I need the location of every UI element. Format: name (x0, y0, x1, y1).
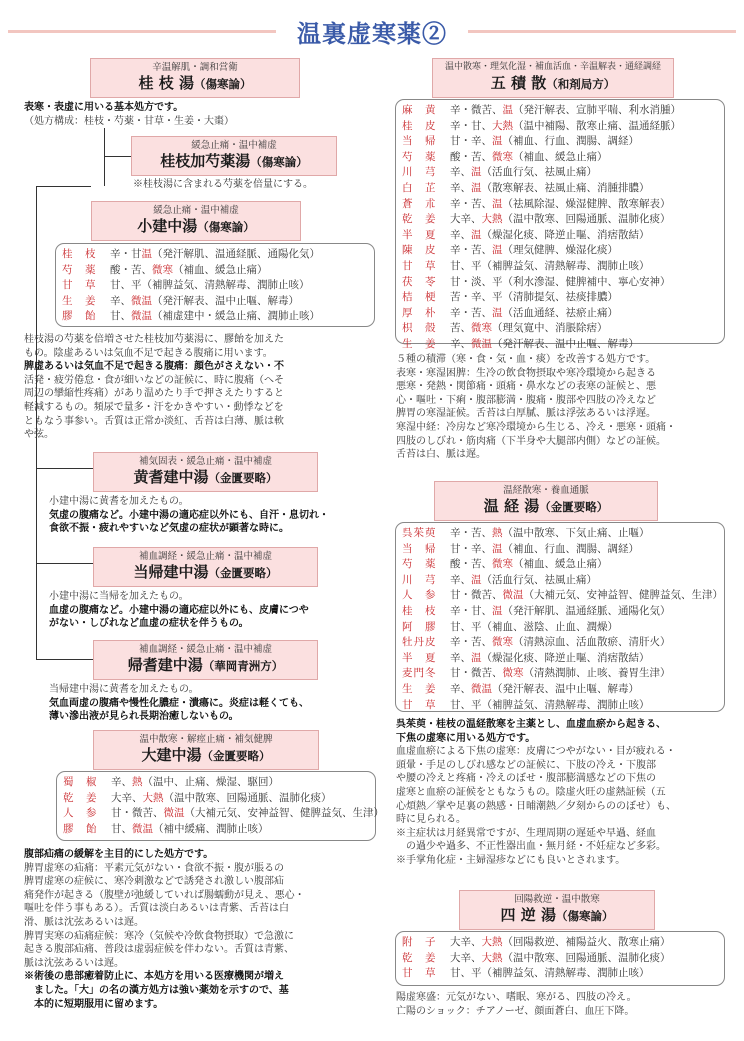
herb-row (402, 588, 723, 604)
herb-name: 生 姜 (402, 682, 437, 695)
herb-property: 辛・苦、 (450, 527, 492, 539)
herb-name: 枳 殻 (402, 322, 437, 335)
herb-effects: （清肺提気、祛痰排膿） (502, 291, 618, 304)
herb-row (402, 134, 718, 150)
herb-effects: （補脾益気、清熱解毒、潤肺止咳） (141, 279, 310, 292)
herb-temperature: 微温 (163, 807, 185, 820)
herb-row (402, 935, 718, 951)
herb-list-shokenchu (55, 243, 375, 327)
tree-line (36, 186, 91, 187)
herb-property: 辛、 (450, 573, 471, 586)
herb-name: 乾 姜 (63, 791, 98, 804)
herb-name: 蜀 椒 (63, 776, 98, 788)
formula-category: 回陽救逆・温中散寒 (514, 894, 600, 905)
herb-effects: （回陽救逆、補陽益火、散寒止痛） (502, 936, 671, 948)
formula-name: 桂枝加芍薬湯（傷寒論） (160, 152, 308, 170)
herb-temperature: 熱 (132, 776, 143, 788)
formula-box-ogikenchu (93, 452, 318, 492)
herb-name: 桂 皮 (402, 119, 437, 132)
herb-row (402, 259, 718, 275)
formula-category: 緩急止痛・温中補虚 (153, 205, 239, 216)
herb-property: 甘・微苦、 (450, 589, 503, 602)
herb-effects: （発汗解表、温中止嘔、解毒） (492, 682, 639, 695)
herb-temperature: 微温 (502, 589, 524, 602)
herb-name: 人 参 (63, 807, 98, 820)
herb-row (402, 119, 718, 135)
herb-name: 甘 草 (402, 698, 437, 711)
herb-property: 大辛、 (111, 791, 143, 804)
herb-effects: （発汗解肌、温通経脈、通陽化気） (502, 604, 671, 617)
herb-property: 辛・苦、 (450, 306, 492, 319)
herb-effects: （補血、緩急止痛） (173, 263, 268, 276)
herb-effects: （大補元気、安神益智、健脾益気、生津） (523, 589, 723, 602)
herb-row (402, 337, 718, 353)
formula-note: ※桂枝湯に含まれる芍薬を倍量にする。 (133, 179, 313, 190)
herb-temperature: 温 (471, 181, 482, 194)
herb-property: 甘、 (110, 310, 131, 323)
herb-temperature: 大熱 (492, 119, 513, 132)
herb-effects: （温中補陽、散寒止痛、温通経脈） (513, 119, 681, 132)
formula-category: 補血調経・緩急止痛・温中補虚 (138, 644, 272, 655)
herb-row (63, 791, 369, 807)
herb-row (402, 290, 718, 306)
herb-property: 甘・辛、 (450, 542, 492, 555)
herb-name: 麦門冬 (402, 667, 437, 680)
herb-row (402, 197, 718, 213)
herb-effects: （発汗解肌、温通経脈、通陽化気） (152, 248, 320, 260)
herb-property: 辛、 (110, 294, 131, 307)
herb-effects: （補血、滋陰、止血、潤燥） (481, 620, 618, 633)
herb-property: 辛・甘、 (450, 119, 492, 132)
herb-temperature: 微寒 (471, 322, 492, 335)
herb-property: 辛、 (111, 776, 132, 788)
herb-name: 陳 皮 (402, 244, 437, 257)
herb-row (402, 651, 718, 667)
herb-property: 苦、 (450, 322, 471, 335)
herb-effects: （活血行気、祛風止痛） (481, 573, 597, 586)
formula-category: 温中散寒・解痙止痛・補気健脾 (139, 734, 273, 745)
herb-property: 甘、平 (450, 259, 482, 272)
herb-effects: （補血、緩急止痛） (513, 150, 608, 163)
herb-row (402, 698, 718, 714)
herb-temperature: 温 (492, 604, 503, 617)
herb-property: 辛・苦、 (450, 636, 492, 649)
herb-name: 麻 黄 (402, 104, 437, 116)
tree-line (36, 563, 93, 564)
herb-name: 甘 草 (62, 279, 97, 292)
herb-property: 辛、 (450, 337, 471, 350)
herb-property: 甘・淡、平 (450, 275, 503, 288)
herb-property: 大辛、 (450, 936, 482, 948)
herb-row (402, 306, 718, 322)
herb-effects: （散寒解表、祛風止痛、消腫排膿） (481, 181, 650, 194)
formula-desc-shokenchu: 桂枝湯の芍薬を倍増させた桂枝加芍薬湯に、膠飴を加えた もの。陰虚あるいは気血不足で起きる腹痛に用います。 脾虚あるいは気血不足で起きる腹痛：顔色がさえない・不 活発・疲労倦怠・食が細いなどの証候に、時に腹痛（へそ 周辺の攣縮性疼痛）があり温めたり手で押さえたりすると 軽減するもの。頻尿で量多・汗をかきやすい・動悸などを ともなう事参い。舌質は正常か淡紅、舌苔は白薄、脈は軟 や弦。 (24, 334, 284, 441)
formula-name: 桂 枝 湯（傷寒論） (138, 74, 252, 92)
tree-line (104, 156, 132, 157)
herb-row (62, 294, 368, 310)
formula-box-shigyaku (459, 890, 655, 930)
herb-list-unkei (395, 522, 725, 712)
formula-name: 黄耆建中湯（金匱要略） (133, 468, 278, 486)
herb-row (63, 822, 369, 838)
herb-property: 辛・苦、 (450, 197, 492, 210)
herb-row (402, 212, 718, 228)
herb-row (62, 309, 368, 325)
formula-box-goshaku (432, 58, 674, 98)
formula-category: 補気固表・緩急止痛・温中補虚 (138, 456, 272, 467)
formula-category: 補血調経・緩急止痛・温中補虚 (138, 551, 272, 562)
herb-effects: （清熱潤肺、止咳、養胃生津） (523, 667, 671, 680)
formula-desc-kigikenchu: 当帰建中湯に黄耆を加えたもの。 気血両虚の腹痛や慢性化膿症・潰瘍に。炎症は軽くても、 薄い滲出液が見られ長期治癒しないもの。 (49, 684, 309, 723)
herb-row (402, 526, 718, 542)
herb-property: 甘、平 (450, 620, 482, 633)
herb-temperature: 微温 (131, 310, 152, 323)
herb-name: 乾 姜 (402, 951, 437, 964)
herb-temperature: 温 (492, 244, 503, 257)
herb-temperature: 熱 (492, 527, 503, 539)
herb-effects: （利水滲湿、健脾補中、寧心安神） (502, 275, 671, 288)
herb-row (402, 150, 718, 166)
formula-box-shokenchu (91, 201, 301, 241)
formula-name: 帰耆建中湯（華岡青洲方） (127, 656, 284, 674)
herb-list-goshaku (395, 99, 725, 350)
herb-name: 茯 苓 (402, 275, 437, 288)
herb-effects: （活血通経、祛瘀止痛） (502, 306, 618, 319)
tree-line (36, 468, 93, 469)
herb-property: 酸・苦、 (450, 150, 492, 163)
formula-box-tokikenchu (93, 547, 318, 587)
herb-temperature: 微寒 (492, 150, 513, 163)
herb-name: 白 芷 (402, 181, 437, 194)
herb-property: 大辛、 (450, 213, 482, 226)
herb-name: 膠 飴 (62, 310, 97, 323)
formula-box-kigikenchu (93, 640, 318, 680)
formula-desc-keishito: 表寒・表虚に用いる基本処方です。 （処方構成：桂枝・芍薬・甘草・生姜・大棗） (24, 102, 234, 127)
herb-name: 半 夏 (402, 228, 437, 241)
herb-name: 芍 薬 (402, 150, 437, 163)
herb-row (402, 542, 718, 558)
herb-effects: （清熱涼血、活血散瘀、清肝火） (513, 636, 671, 649)
herb-effects: （発汗解表、温中止嘔、解毒） (492, 337, 639, 350)
herb-property: 甘、平 (450, 698, 482, 711)
herb-effects: （補脾益気、清熱解毒、潤肺止咳） (481, 967, 650, 980)
herb-property: 甘・辛、 (450, 135, 492, 148)
herb-temperature: 温 (471, 651, 482, 664)
formula-name: 当帰建中湯（金匱要略） (133, 563, 278, 581)
formula-desc-tokikenchu: 小建中湯に当帰を加えたもの。 血虚の腹痛など。小建中湯の適応症以外にも、皮膚につや がない・しびれなど血虚の症状を伴うもの。 (49, 591, 309, 630)
herb-row (402, 181, 718, 197)
herb-row (63, 775, 369, 791)
herb-effects: （補脾益気、清熱解毒、潤肺止咳） (481, 259, 650, 272)
herb-effects: （補中緩痛、潤肺止咳） (153, 822, 269, 835)
herb-row (402, 966, 718, 982)
herb-effects: （理気健脾、燥湿化痰） (502, 244, 618, 257)
herb-effects: （活血行気、祛風止痛） (481, 166, 597, 179)
herb-name: 半 夏 (402, 651, 437, 664)
herb-effects: （温中散寒、回陽通脈、温肺化痰） (502, 213, 671, 226)
herb-property: 酸・苦、 (450, 558, 492, 571)
herb-temperature: 微寒 (492, 636, 513, 649)
herb-temperature: 温 (471, 228, 482, 241)
herb-property: 辛、 (450, 181, 471, 194)
formula-name: 五 積 散（和剤局方） (490, 74, 616, 92)
herb-list-daikenchu (56, 771, 384, 841)
herb-effects: （発汗解表、宣肺平喘、利水消腫） (513, 104, 681, 116)
herb-effects: （燥湿化痰、降逆止嘔、消痞散結） (481, 228, 650, 241)
herb-property: 辛、 (450, 682, 471, 695)
herb-effects: （補血、行血、潤腸、調経） (502, 135, 639, 148)
herb-property: 辛、 (450, 228, 471, 241)
herb-temperature: 微温 (471, 337, 492, 350)
herb-property: 大辛、 (450, 951, 482, 964)
herb-temperature: 大熱 (481, 936, 503, 948)
herb-row (402, 103, 718, 119)
herb-temperature: 大熱 (481, 213, 503, 226)
herb-temperature: 微寒 (152, 263, 173, 276)
herb-property: 甘、平 (110, 279, 142, 292)
formula-name: 温 経 湯（金匱要略） (483, 497, 609, 515)
herb-name: 桂 枝 (402, 604, 437, 617)
herb-effects: （温中散寒、回陽通脈、温肺化痰） (502, 951, 671, 964)
herb-property: 苦・辛、平 (450, 291, 503, 304)
herb-property: 甘、 (111, 822, 132, 835)
formula-category: 温経散寒・養血通脈 (503, 485, 589, 496)
formula-category: 温中散寒・理気化湿・補血活血・辛温解表・通経調経 (444, 62, 661, 72)
herb-name: 当 帰 (402, 542, 437, 555)
herb-effects: （補血、行血、潤腸、調経） (502, 542, 639, 555)
herb-temperature: 温 (471, 166, 482, 179)
formula-box-unkei (434, 481, 658, 521)
herb-property: 辛、 (450, 651, 471, 664)
herb-property: 甘・微苦、 (450, 667, 503, 680)
herb-name: 附 子 (402, 936, 437, 948)
herb-temperature: 温 (492, 306, 503, 319)
herb-name: 乾 姜 (402, 213, 437, 226)
formula-box-daikenchu (93, 730, 319, 770)
herb-property: 甘・微苦、 (111, 807, 164, 820)
herb-row (402, 243, 718, 259)
herb-name: 芍 薬 (62, 263, 97, 276)
herb-temperature: 温 (141, 248, 152, 260)
herb-row (63, 806, 384, 822)
herb-row (402, 951, 718, 967)
herb-temperature: 温 (502, 104, 513, 116)
herb-row (62, 263, 368, 279)
formula-desc-ogikenchu: 小建中湯に黄耆を加えたもの。 気虚の腹痛など。小建中湯の適応症以外にも、自汗・息切れ・ 食欲不振・疲れやすいなど気虚の症状が顕著な時に。 (49, 496, 329, 535)
herb-name: 川 芎 (402, 573, 437, 586)
herb-temperature: 温 (492, 135, 503, 148)
herb-row (402, 682, 718, 698)
herb-row (402, 620, 718, 636)
herb-effects: （祛風除湿、燥湿健脾、散寒解表） (502, 197, 671, 210)
herb-name: 桂 枝 (62, 248, 97, 260)
formula-category: 緩急止痛・温中補虚 (191, 140, 277, 151)
herb-row (402, 165, 718, 181)
formula-desc-daikenchu: 腹部疝痛の緩解を主目的にした処方です。 脾胃虚寒の疝痛：平素元気がない・食欲不振・腹が脹るの 脾胃虚寒の症候に、寒冷刺激などで誘発され激しい腹部疝 痛発作が起きる（腹壁が弛緩していれば腸蠕動が見え、悪心・ 嘔吐を伴う事もある）。舌質は淡白あるいは青紫、舌苔は白 滑、脈は沈弦あるいは遅。 脾胃実寒の疝痛症候：寒冷（気候や冷飲食物摂取）で急激に 起きる腹部疝痛、普段は虚弱症候を伴わない。舌質は青紫、 脈は沈弦あるいは遅。 ※術後の患部癒着防止に、本処方を用いる医療機関が増え ました。「大」の名の漢方処方は強い薬効を示すので、基 本的に短期服用に留めます。 (24, 849, 305, 1010)
tree-line (104, 128, 105, 186)
herb-temperature: 微温 (132, 822, 153, 835)
herb-property: 辛・甘 (110, 248, 142, 260)
herb-effects: （理気寛中、消脹除痞） (492, 322, 608, 335)
herb-name: 桔 梗 (402, 291, 437, 304)
herb-effects: （補虚建中・緩急止痛、潤肺止咳） (152, 310, 320, 323)
herb-name: 人 参 (402, 589, 437, 602)
herb-row (402, 666, 718, 682)
formula-desc-unkei: 呉茱萸・桂枝の温経散寒を主薬とし、血虚血瘀から起きる、 下焦の虚寒に用いる処方です。 血虚血瘀による下焦の虚寒：皮膚につやがない・目が疲れる・ 頭暈・手足のしびれ感などの証候に、下肢の冷え・下腹部 や腰の冷えと疼痛・冷えのぼせ・腹部膨満感などの下焦の 虚寒と血瘀の証候をともなうもの。陰虚火旺の虚熱証候（五 心煩熱／掌や足裏の熱感・日晡潮熱／夕刻からののぼせ）も、 時に見られる。 ※主症状は月経異常ですが、生理周期の遅延や早過、経血 の過少や過多、不正性器出血・無月経・不妊症など多彩。 ※手掌角化症・主婦湿疹などにも良いとされます。 (396, 719, 676, 866)
herb-name: 牡丹皮 (402, 636, 437, 649)
formula-name: 小建中湯（傷寒論） (137, 217, 255, 235)
herb-temperature: 大熱 (142, 791, 164, 804)
herb-temperature: 微寒 (492, 558, 513, 571)
herb-row (402, 557, 718, 573)
herb-name: 蒼 朮 (402, 197, 437, 210)
herb-name: 膠 飴 (63, 822, 98, 835)
page-title: 温裏虚寒薬② (297, 19, 447, 48)
herb-row (402, 321, 718, 337)
herb-property: 辛、 (450, 166, 471, 179)
herb-name: 川 芎 (402, 166, 437, 179)
herb-name: 当 帰 (402, 135, 437, 148)
formula-desc-shigyaku: 陽虚寒盛：元気がない、嗜眠、寒がる、四肢の冷え。 亡陽のショック：チアノーゼ、顔面蒼白、血圧下降。 (396, 992, 637, 1017)
herb-property: 辛・苦、 (450, 244, 492, 257)
herb-row (402, 275, 718, 291)
herb-list-shigyaku (395, 931, 725, 986)
herb-effects: （発汗解表、温中止嘔、解毒） (152, 294, 299, 307)
formula-box-keishikashakuyaku (131, 136, 337, 176)
title-rule-left (8, 30, 276, 33)
herb-name: 生 姜 (62, 294, 97, 307)
herb-temperature: 大熱 (481, 951, 503, 964)
herb-name: 厚 朴 (402, 306, 437, 319)
herb-row (402, 228, 718, 244)
herb-name: 阿 膠 (402, 620, 437, 633)
formula-name: 大建中湯（金匱要略） (141, 746, 271, 764)
herb-property: 辛・甘、 (450, 604, 492, 617)
herb-property: 酸・苦、 (110, 263, 152, 276)
herb-row (402, 604, 718, 620)
herb-row (402, 573, 718, 589)
herb-row (62, 278, 368, 294)
herb-row (402, 635, 718, 651)
tree-line (36, 659, 93, 660)
herb-effects: （温中散寒、回陽通脈、温肺化痰） (163, 791, 332, 804)
herb-effects: （補血、緩急止痛） (513, 558, 608, 571)
herb-temperature: 微温 (131, 294, 152, 307)
herb-property: 辛・微苦、 (450, 104, 503, 116)
herb-name: 甘 草 (402, 967, 437, 980)
title-rule-right (468, 30, 736, 33)
herb-effects: （燥湿化痰、降逆止嘔、消痞散結） (481, 651, 650, 664)
herb-temperature: 温 (471, 573, 482, 586)
herb-temperature: 微温 (471, 682, 492, 695)
herb-row (62, 247, 368, 263)
herb-effects: （補脾益気、清熱解毒、潤肺止咳） (481, 698, 650, 711)
formula-name: 四 逆 湯（傷寒論） (500, 906, 614, 924)
herb-property: 甘、平 (450, 967, 482, 980)
herb-name: 呉茱萸 (402, 527, 437, 539)
herb-effects: （温中散寒、下気止痛、止嘔） (502, 527, 650, 539)
herb-temperature: 微寒 (502, 667, 524, 680)
herb-name: 甘 草 (402, 259, 437, 272)
herb-temperature: 温 (492, 542, 503, 555)
herb-effects: （温中、止痛、燥湿、駆回） (142, 776, 279, 788)
herb-temperature: 温 (492, 197, 503, 210)
formula-desc-goshaku: ５種の積滞（寒・食・気・血・痰）を改善する処方です。 表寒・寒湿困脾：生冷の飲食物摂取や寒冷環境から起きる 悪寒・発熱・関節痛・頭痛・鼻水などの表寒の証候と、悪 心・嘔吐・下痢・腹部膨満・腹痛・腹部や四肢の冷えなど 脾胃の寒湿証候。舌苔は白厚膩、脈は浮弦あるいは浮遅。 寒湿中経：冷房など寒冷環境から生じる、冷え・悪寒・頭痛・ 四肢のしびれ・筋肉痛（下半身や大腿部内側）などの証候。 舌苔は白、脈は遅。 (396, 354, 676, 461)
formula-category: 辛温解肌・調和営衛 (152, 62, 238, 73)
herb-effects: （大補元気、安神益智、健脾益気、生津） (184, 807, 384, 820)
herb-name: 生 姜 (402, 337, 437, 350)
herb-name: 芍 薬 (402, 558, 437, 571)
formula-box-keishito (90, 58, 300, 98)
